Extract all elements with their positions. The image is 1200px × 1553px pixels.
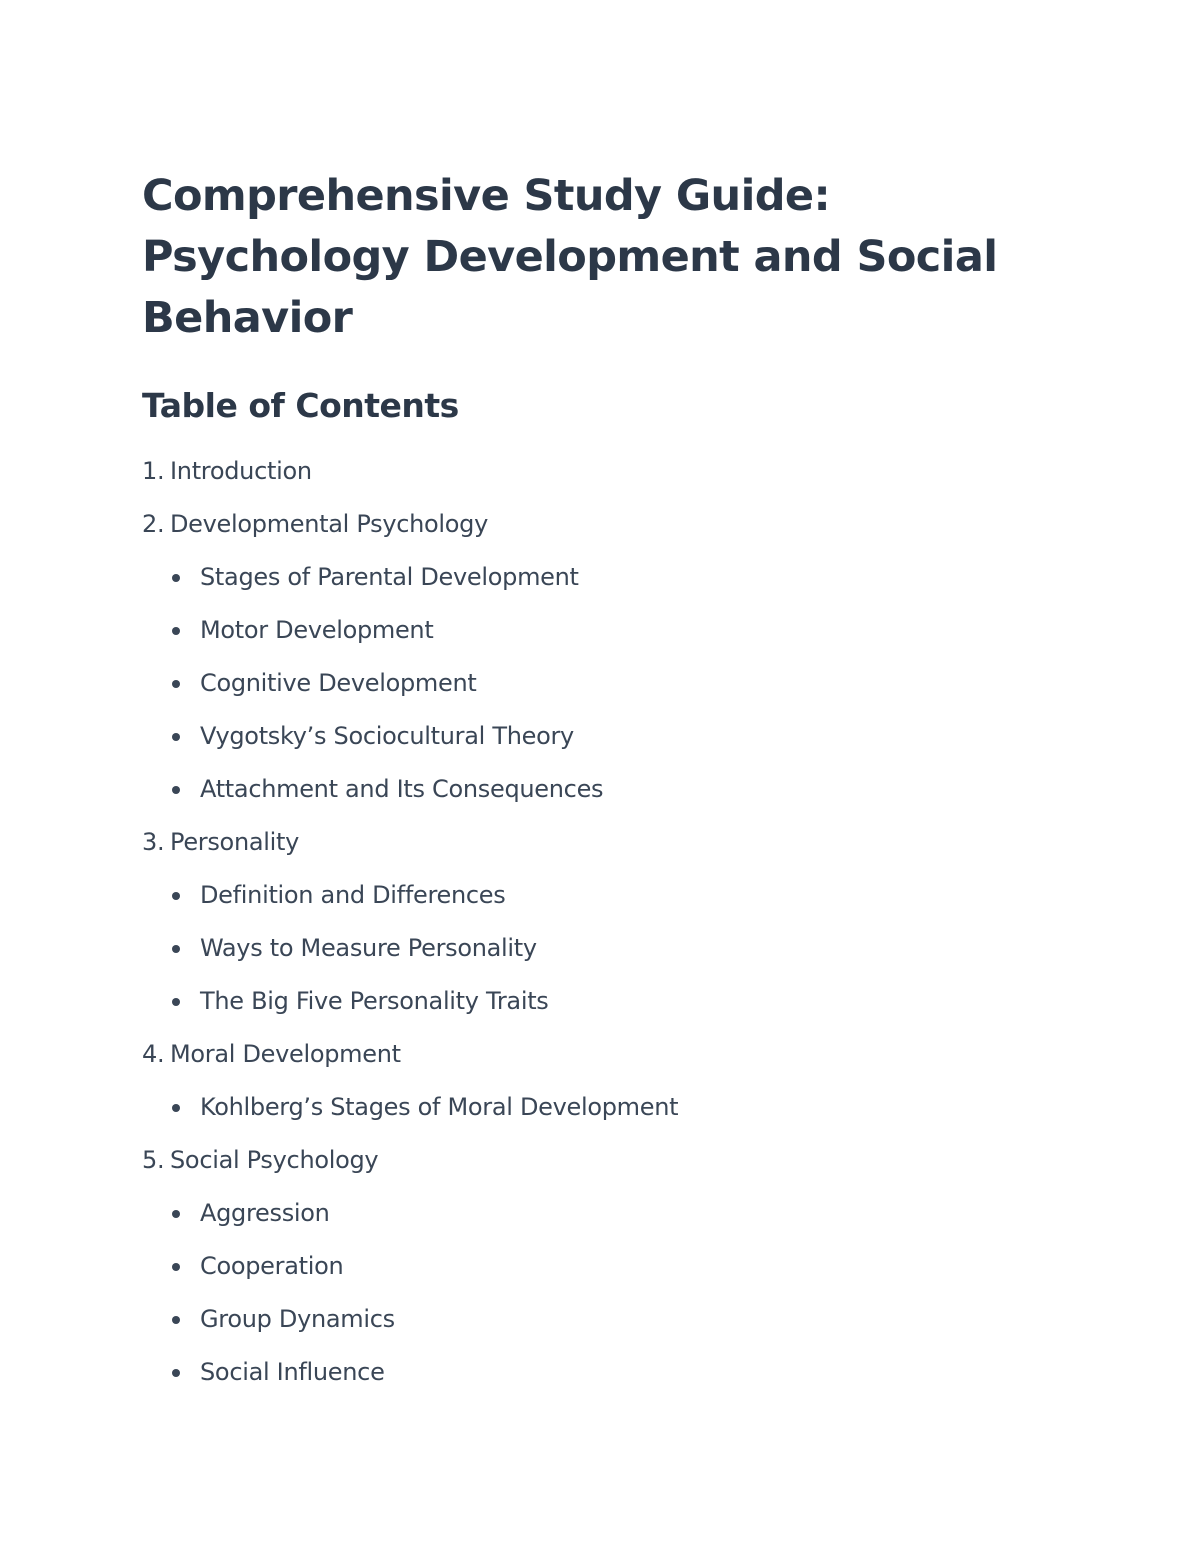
- toc-section: [142, 1034, 1102, 1140]
- toc-subitem: [142, 875, 1102, 928]
- toc-sublist: [142, 875, 1102, 1034]
- toc-subitem-label: Stages of Parental Development: [200, 563, 579, 591]
- toc-section: [142, 822, 1102, 1034]
- toc-section: [142, 504, 1102, 822]
- toc-subitem-label: Attachment and Its Consequences: [200, 775, 604, 803]
- bullet-icon: [172, 1104, 180, 1112]
- toc-subitem-label: Cooperation: [200, 1252, 344, 1280]
- toc-sublist: [142, 1087, 1102, 1140]
- title-line: Comprehensive Study Guide:: [142, 171, 831, 221]
- toc-subitem: [142, 1193, 1102, 1246]
- bullet-icon: [172, 892, 180, 900]
- bullet-icon: [172, 786, 180, 794]
- toc-subitem-label: Ways to Measure Personality: [200, 934, 537, 962]
- document-page: [142, 166, 1102, 1405]
- toc-subitem: [142, 1087, 1102, 1140]
- toc-item-label: Moral Development: [170, 1040, 401, 1068]
- toc-subitem-label: The Big Five Personality Traits: [200, 987, 549, 1015]
- toc-item: [142, 1034, 1102, 1087]
- bullet-icon: [172, 1210, 180, 1218]
- document-title: [142, 166, 1102, 349]
- toc-subitem: [142, 1299, 1102, 1352]
- bullet-icon: [172, 998, 180, 1006]
- toc-item-label: Introduction: [170, 457, 312, 485]
- bullet-icon: [172, 574, 180, 582]
- title-line: Behavior: [142, 293, 353, 343]
- toc-sublist: [142, 557, 1102, 822]
- toc-item-number: 1.: [142, 457, 165, 485]
- toc-subitem: [142, 928, 1102, 981]
- toc-subitem-label: Motor Development: [200, 616, 434, 644]
- bullet-icon: [172, 733, 180, 741]
- toc-subitem: [142, 557, 1102, 610]
- table-of-contents: [142, 451, 1102, 1405]
- bullet-icon: [172, 945, 180, 953]
- bullet-icon: [172, 680, 180, 688]
- toc-sublist: [142, 1193, 1102, 1405]
- toc-subitem: [142, 769, 1102, 822]
- toc-item: [142, 504, 1102, 557]
- toc-subitem: [142, 663, 1102, 716]
- toc-subitem: [142, 1352, 1102, 1405]
- toc-section: [142, 1140, 1102, 1405]
- toc-item-number: 2.: [142, 510, 165, 538]
- toc-subitem: [142, 716, 1102, 769]
- toc-subitem-label: Group Dynamics: [200, 1305, 395, 1333]
- toc-section: [142, 451, 1102, 504]
- toc-subitem: [142, 1246, 1102, 1299]
- toc-subitem-label: Vygotsky’s Sociocultural Theory: [200, 722, 574, 750]
- toc-item-label: Developmental Psychology: [170, 510, 489, 538]
- toc-subitem: [142, 610, 1102, 663]
- bullet-icon: [172, 627, 180, 635]
- toc-item-number: 3.: [142, 828, 165, 856]
- bullet-icon: [172, 1263, 180, 1271]
- toc-subitem-label: Definition and Differences: [200, 881, 506, 909]
- toc-item-number: 4.: [142, 1040, 165, 1068]
- bullet-icon: [172, 1316, 180, 1324]
- toc-item-label: Social Psychology: [170, 1146, 379, 1174]
- toc-subitem-label: Kohlberg’s Stages of Moral Development: [200, 1093, 679, 1121]
- toc-item: [142, 822, 1102, 875]
- toc-subitem-label: Cognitive Development: [200, 669, 477, 697]
- toc-subitem-label: Social Influence: [200, 1358, 385, 1386]
- title-line: Psychology Development and Social: [142, 232, 998, 282]
- toc-item-label: Personality: [170, 828, 300, 856]
- bullet-icon: [172, 1369, 180, 1377]
- toc-subitem: [142, 981, 1102, 1034]
- toc-subitem-label: Aggression: [200, 1199, 330, 1227]
- toc-item-number: 5.: [142, 1146, 165, 1174]
- toc-heading: Table of Contents: [142, 386, 459, 425]
- toc-item: [142, 1140, 1102, 1193]
- toc-item: [142, 451, 1102, 504]
